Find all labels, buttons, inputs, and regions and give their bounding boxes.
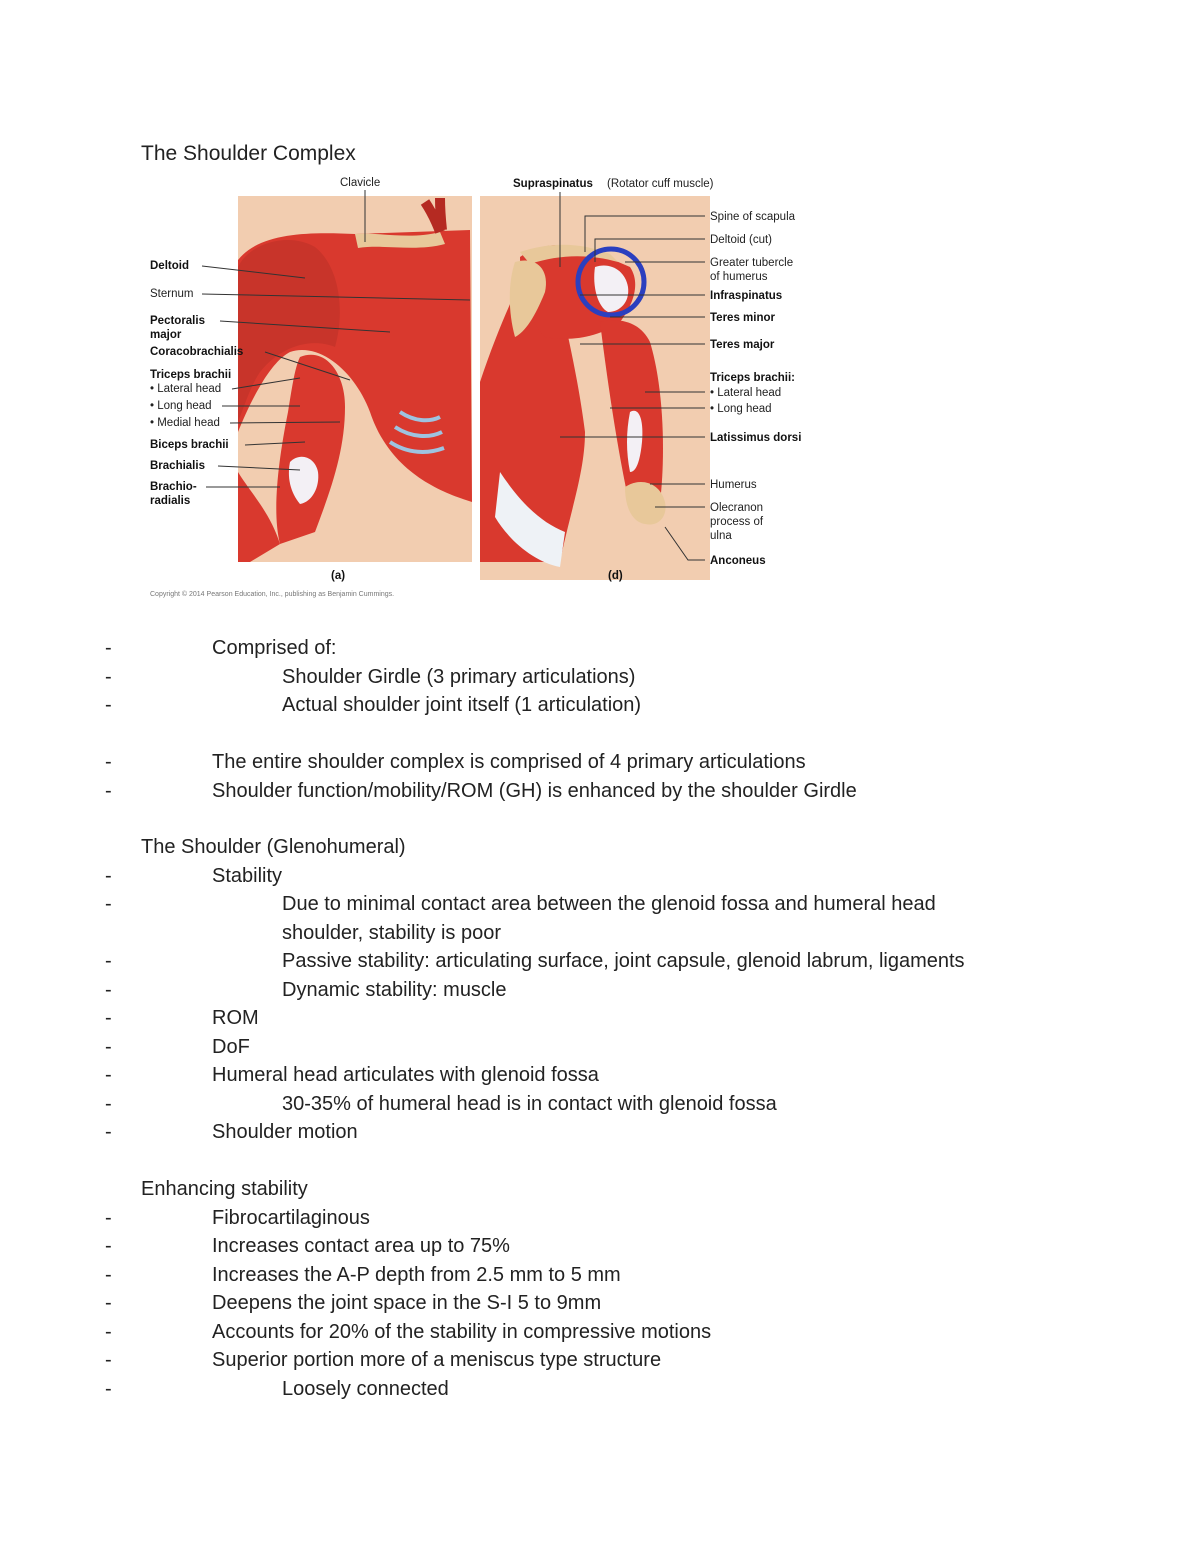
label-pectoralis-1: Pectoralis <box>150 315 205 327</box>
document-title: The Shoulder Complex <box>141 142 356 165</box>
section-articulations <box>105 748 857 805</box>
list-item: - Due to minimal contact area between the glenoid fossa and humeral head shoulder, stability is poor <box>105 893 936 944</box>
label-long-head: • Long head <box>150 400 212 412</box>
section-glenohumeral <box>105 833 1002 1147</box>
label-long-head-posterior: • Long head <box>710 403 772 415</box>
list-item: - Shoulder function/mobility/ROM (GH) is enhanced by the shoulder Girdle <box>105 779 857 802</box>
list-item: - Passive stability: articulating surface, joint capsule, glenoid labrum, ligaments <box>105 950 965 972</box>
list-item: - Dynamic stability: muscle <box>105 978 507 1001</box>
label-deltoid-cut: Deltoid (cut) <box>710 234 772 246</box>
list-item: - Superior portion more of a meniscus type structure <box>105 1349 662 1371</box>
label-triceps-posterior: Triceps brachii: <box>710 372 796 384</box>
section-heading: The Shoulder (Glenohumeral) <box>141 836 406 858</box>
list-item: - Accounts for 20% of the stability in compressive motions <box>105 1320 712 1343</box>
label-olecranon-2: process of <box>710 516 764 528</box>
list-item: - DoF <box>105 1035 250 1058</box>
label-supraspinatus: Supraspinatus <box>513 178 593 190</box>
list-item: - Shoulder Girdle (3 primary articulations) <box>105 665 636 688</box>
list-item: - Shoulder motion <box>105 1121 358 1143</box>
label-lateral-head: • Lateral head <box>150 383 222 395</box>
list-item: - Increases the A-P depth from 2.5 mm to 5 mm <box>105 1263 621 1286</box>
label-anconeus: Anconeus <box>710 555 766 567</box>
anterior-view-panel <box>150 177 472 582</box>
label-brachioradialis-1: Brachio- <box>150 481 197 493</box>
label-supraspinatus-note: (Rotator cuff muscle) <box>607 178 714 190</box>
list-item: - 30-35% of humeral head is in contact with glenoid fossa <box>105 1092 777 1115</box>
label-biceps: Biceps brachii <box>150 439 229 451</box>
label-teres-major: Teres major <box>710 339 775 351</box>
label-infraspinatus: Infraspinatus <box>710 290 783 302</box>
section-heading: Enhancing stability <box>141 1178 308 1200</box>
label-coracobrachialis: Coracobrachialis <box>150 346 244 358</box>
label-deltoid: Deltoid <box>150 260 189 272</box>
list-item: - Stability <box>105 864 283 887</box>
list-item: - Actual shoulder joint itself (1 articulation) <box>105 694 642 716</box>
label-brachioradialis-2: radialis <box>150 495 191 507</box>
label-latissimus-dorsi: Latissimus dorsi <box>710 432 802 444</box>
panel-label-d: (d) <box>608 570 623 582</box>
label-lateral-head-posterior: • Lateral head <box>710 387 782 399</box>
list-item: - Increases contact area up to 75% <box>105 1235 510 1257</box>
label-spine-of-scapula: Spine of scapula <box>710 211 796 223</box>
label-pectoralis-2: major <box>150 329 182 341</box>
label-brachialis: Brachialis <box>150 460 205 472</box>
anatomy-figure <box>140 172 840 604</box>
label-medial-head: • Medial head <box>150 417 220 429</box>
label-triceps: Triceps brachii <box>150 369 232 381</box>
section-comprised <box>105 634 642 720</box>
label-teres-minor: Teres minor <box>710 312 775 324</box>
label-greater-tubercle-1: Greater tubercle <box>710 257 794 269</box>
list-item: - Comprised of: <box>105 637 337 659</box>
list-item: - Humeral head articulates with glenoid fossa <box>105 1064 599 1086</box>
label-greater-tubercle-2: of humerus <box>710 271 768 283</box>
list-item: - Loosely connected <box>105 1377 449 1400</box>
label-sternum: Sternum <box>150 288 194 300</box>
panel-label-a: (a) <box>331 570 346 582</box>
section-enhancing-stability <box>105 1175 712 1403</box>
label-olecranon-1: Olecranon <box>710 502 764 514</box>
list-item: - The entire shoulder complex is comprised of 4 primary articulations <box>105 751 806 773</box>
list-item: - Deepens the joint space in the S-I 5 to 9mm <box>105 1292 602 1314</box>
label-humerus: Humerus <box>710 479 757 491</box>
posterior-view-panel <box>480 178 801 582</box>
label-olecranon-3: ulna <box>710 530 732 542</box>
list-item: - Fibrocartilaginous <box>105 1206 370 1229</box>
list-item: - ROM <box>105 1007 259 1029</box>
figure-copyright: Copyright © 2014 Pearson Education, Inc., publishing as Benjamin Cummings. <box>150 591 395 598</box>
label-clavicle: Clavicle <box>340 177 381 189</box>
